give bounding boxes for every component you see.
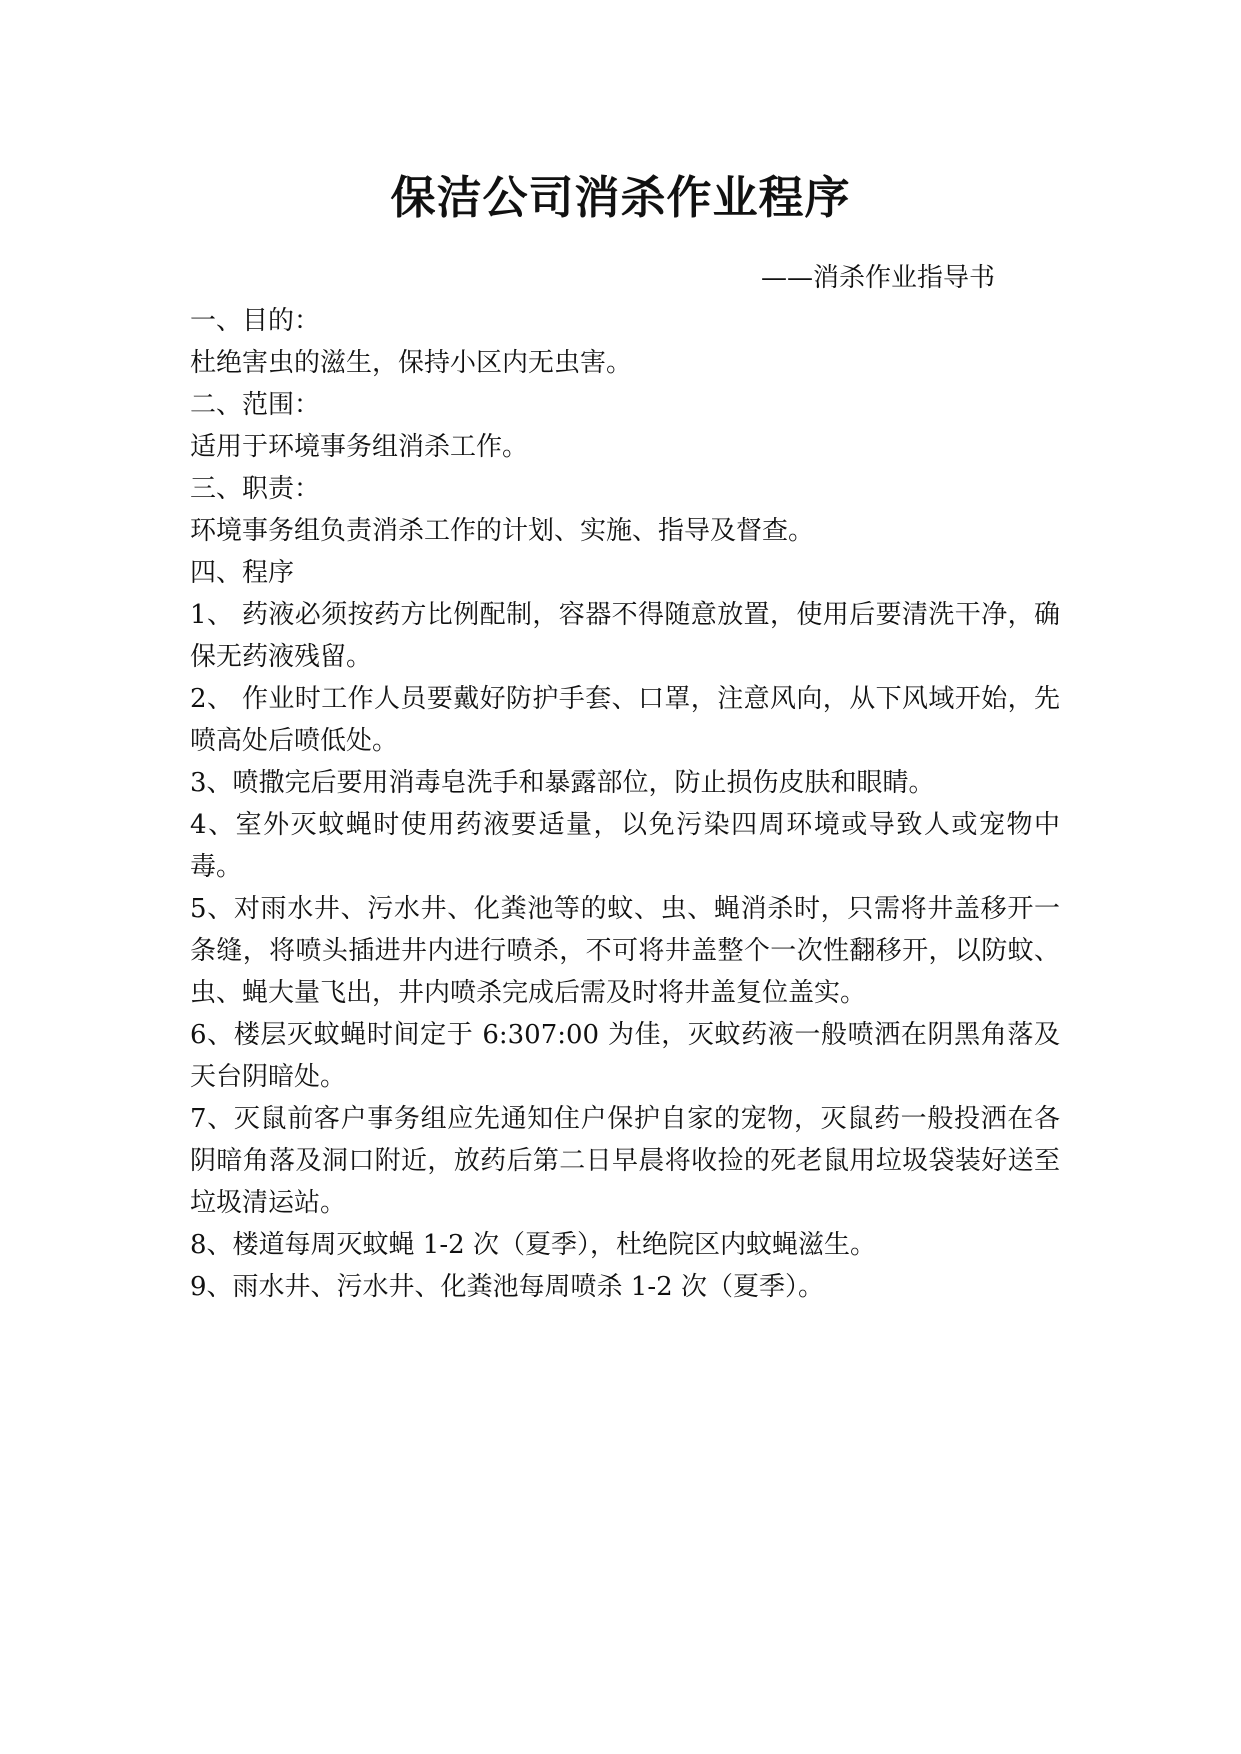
procedure-step: 9、雨水井、污水井、化粪池每周喷杀 1-2 次（夏季）。 — [190, 1272, 824, 1302]
procedure-step: 4、室外灭蚊蝇时使用药液要适量，以免污染四周环境或导致人或宠物中毒。 — [190, 810, 1060, 882]
section-text-purpose: 杜绝害虫的滋生，保持小区内无虫害。 — [190, 348, 633, 378]
document-title: 保洁公司消杀作业程序 — [390, 171, 851, 224]
procedure-step: 2、 作业时工作人员要戴好防护手套、口罩，注意风向，从下风域开始，先喷高处后喷低处。 — [190, 684, 1060, 756]
section-text-scope: 适用于环境事务组消杀工作。 — [190, 432, 529, 462]
procedure-step: 8、楼道每周灭蚊蝇 1-2 次（夏季），杜绝院区内蚊蝇滋生。 — [190, 1230, 876, 1260]
section-heading-scope: 二、范围： — [190, 390, 321, 420]
procedure-step: 5、对雨水井、污水井、化粪池等的蚊、虫、蝇消杀时，只需将井盖移开一条缝，将喷头插进井内进行喷杀，不可将井盖整个一次性翻移开，以防蚊、虫、蝇大量飞出，井内喷杀完成后需及时将井盖复位盖实。 — [190, 894, 1060, 1008]
procedure-step: 6、楼层灭蚊蝇时间定于 6:307:00 为佳，灭蚊药液一般喷洒在阴黑角落及天台阴暗处。 — [190, 1020, 1060, 1092]
document-subtitle: ——消杀作业指导书 — [760, 263, 995, 293]
section-heading-purpose: 一、目的： — [190, 306, 321, 336]
procedure-step: 3、喷撒完后要用消毒皂洗手和暴露部位，防止损伤皮肤和眼睛。 — [190, 768, 935, 798]
section-heading-procedure: 四、程序 — [190, 558, 295, 588]
procedure-step: 1、 药液必须按药方比例配制，容器不得随意放置，使用后要清洗干净，确保无药液残留。 — [190, 600, 1060, 672]
document-body — [190, 300, 1060, 1308]
section-text-duty: 环境事务组负责消杀工作的计划、实施、指导及督查。 — [190, 516, 815, 546]
procedure-step: 7、灭鼠前客户事务组应先通知住户保护自家的宠物，灭鼠药一般投洒在各阴暗角落及洞口附近，放药后第二日早晨将收捡的死老鼠用垃圾袋装好送至垃圾清运站。 — [190, 1104, 1060, 1218]
section-heading-duty: 三、职责： — [190, 474, 321, 504]
